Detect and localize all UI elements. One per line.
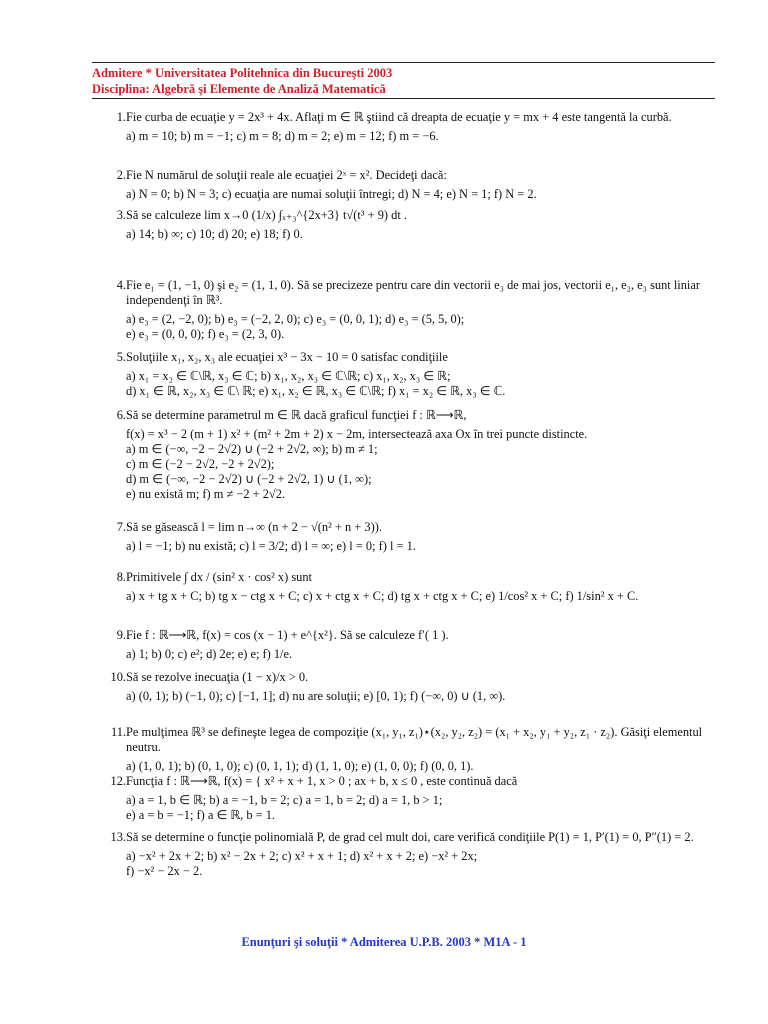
answer-options: a) x₁ = x₂ ∈ ℂ\ℝ, x₃ ∈ ℂ; b) x₁, x₂, x₃ ∈ ℂ\ℝ; c) x₁, x₂, x₃ ∈ ℝ;	[126, 369, 451, 383]
header	[92, 65, 715, 97]
problem-number: 3.	[116, 208, 126, 222]
answer-options: a) N = 0; b) N = 3; c) ecuaţia are numai soluţii întregi; d) N = 4; e) N = 1; f) N = 2.	[126, 187, 537, 201]
answer-options: a) e₃ = (2, −2, 0); b) e₃ = (−2, 2, 0); c) e₃ = (0, 0, 1); d) e₃ = (5, 5, 0);	[126, 312, 465, 326]
problem-number: 9.	[116, 628, 126, 642]
problem-number: 6.	[116, 408, 126, 422]
problem-statement: Fie curba de ecuaţie y = 2x³ + 4x. Aflaţi m ∈ ℝ ştiind că dreapta de ecuaţie y = mx + 4 este tangentă la curbă.	[126, 110, 672, 124]
problem-statement: Fie f : ℝ⟶ℝ, f(x) = cos (x − 1) + e^{x²}. Să se calculeze f′( 1 ).	[126, 628, 449, 642]
answer-options: e) nu există m; f) m ≠ −2 + 2√2.	[126, 487, 286, 501]
problem-number: 13.	[110, 830, 126, 844]
problem-statement: Primitivele ∫ dx / (sin² x · cos² x) sunt	[126, 570, 312, 584]
answer-options: a) 14; b) ∞; c) 10; d) 20; e) 18; f) 0.	[126, 227, 303, 241]
answer-options: d) m ∈ (−∞, −2 − 2√2) ∪ (−2 + 2√2, 1) ∪ (1, ∞);	[126, 472, 372, 486]
problem-text	[126, 110, 715, 144]
problem-text	[126, 408, 715, 502]
problem-statement: Să se calculeze lim x→0 (1/x) ∫ₓ₊₃^{2x+3} t√(t³ + 9) dt .	[126, 208, 407, 222]
problem-text	[126, 570, 715, 604]
problem-number: 1.	[116, 110, 126, 124]
problem-number: 8.	[116, 570, 126, 584]
problem-text	[126, 278, 715, 342]
problem-number: 2.	[116, 168, 126, 182]
answer-options: f) −x² − 2x − 2.	[126, 864, 203, 878]
problem-text	[126, 350, 715, 399]
answer-options: a) −x² + 2x + 2; b) x² − 2x + 2; c) x² + x + 1; d) x² + x + 2; e) −x² + 2x;	[126, 849, 478, 863]
problem-statement: Să se determine parametrul m ∈ ℝ dacă graficul funcţiei f : ℝ⟶ℝ,	[126, 408, 467, 422]
problem-text	[126, 208, 715, 242]
answer-options: a) a = 1, b ∈ ℝ; b) a = −1, b = 2; c) a = 1, b = 2; d) a = 1, b > 1;	[126, 793, 443, 807]
answer-options: a) (1, 0, 1); b) (0, 1, 0); c) (0, 1, 1); d) (1, 1, 0); e) (1, 0, 0); f) (0, 0, 1).	[126, 759, 474, 773]
problem-statement: Să se determine o funcţie polinomială P, de grad cel mult doi, care verifică condiţiile P(1) = 1, P′(1) = 0, P″(1) = 2.	[126, 830, 694, 844]
problem-number: 7.	[116, 520, 126, 534]
problem-number: 11.	[110, 725, 126, 739]
answer-options: a) m = 10; b) m = −1; c) m = 8; d) m = 2; e) m = 12; f) m = −6.	[126, 129, 439, 143]
answer-options: a) l = −1; b) nu există; c) l = 3/2; d) l = ∞; e) l = 0; f) l = 1.	[126, 539, 416, 553]
answer-options: f(x) = x³ − 2 (m + 1) x² + (m² + 2m + 2) x − 2m, intersectează axa Ox în trei puncte distincte.	[126, 427, 588, 441]
top-rule	[92, 62, 715, 63]
problem-text	[126, 774, 715, 823]
header-rule	[92, 98, 715, 99]
answer-options: d) x₁ ∈ ℝ, x₂, x₃ ∈ ℂ\ ℝ; e) x₁, x₂ ∈ ℝ, x₃ ∈ ℂ\ℝ; f) x₁ = x₂ ∈ ℝ, x₃ ∈ ℂ.	[126, 384, 506, 398]
problem-number: 5.	[116, 350, 126, 364]
answer-options: a) 1; b) 0; c) e²; d) 2e; e) e; f) 1/e.	[126, 647, 293, 661]
problem-text	[126, 670, 715, 704]
answer-options: a) x + tg x + C; b) tg x − ctg x + C; c) x + ctg x + C; d) tg x + ctg x + C; e) 1/cos² x + C; f) 1/sin² x + C.	[126, 589, 639, 603]
answer-options: a) (0, 1); b) (−1, 0); c) [−1, 1]; d) nu are soluţii; e) [0, 1); f) (−∞, 0) ∪ (1, ∞).	[126, 689, 506, 703]
problem-statement: Fie N numărul de soluţii reale ale ecuaţiei 2ˣ = x². Decideţi dacă:	[126, 168, 447, 182]
header-subject: Disciplina: Algebră şi Elemente de Analiză Matematică	[92, 82, 386, 96]
answer-options: e) e₃ = (0, 0, 0); f) e₃ = (2, 3, 0).	[126, 327, 285, 341]
problem-number: 10.	[110, 670, 126, 684]
problem-number: 4.	[116, 278, 126, 292]
answer-options: a) m ∈ (−∞, −2 − 2√2) ∪ (−2 + 2√2, ∞); b) m ≠ 1;	[126, 442, 378, 456]
answer-options: e) a = b = −1; f) a ∈ ℝ, b = 1.	[126, 808, 276, 822]
footer: Enunţuri şi soluţii * Admiterea U.P.B. 2003 * M1A - 1	[241, 935, 527, 949]
problem-text	[126, 520, 715, 554]
problem-number: 12.	[110, 774, 126, 788]
problem-statement: Soluţiile x₁, x₂, x₃ ale ecuaţiei x³ − 3x − 10 = 0 satisfac condiţiile	[126, 350, 448, 364]
problem-text	[126, 628, 715, 662]
problem-statement: Funcţia f : ℝ⟶ℝ, f(x) = { x² + x + 1, x > 0 ; ax + b, x ≤ 0 , este continuă dacă	[126, 774, 518, 788]
problem-statement: Să se găsească l = lim n→∞ (n + 2 − √(n² + n + 3)).	[126, 520, 382, 534]
problem-statement: Fie e₁ = (1, −1, 0) şi e₂ = (1, 1, 0). Să se precizeze pentru care din vectorii e₃ de mai jos, vectorii e₁, e₂, e₃ sunt liniar independenţi în ℝ³.	[126, 278, 700, 307]
problem-statement: Pe mulţimea ℝ³ se defineşte legea de compoziţie (x₁, y₁, z₁)⋆(x₂, y₂, z₂) = (x₁ + x₂, y₁ + y₂, z₁ · z₂). Găsiţi elementul neutru.	[126, 725, 703, 754]
problem-text	[126, 725, 715, 774]
problem-statement: Să se rezolve inecuaţia (1 − x)/x > 0.	[126, 670, 309, 684]
problem-text	[126, 830, 715, 879]
problem-text	[126, 168, 715, 202]
header-title: Admitere * Universitatea Politehnica din Bucureşti 2003	[92, 66, 393, 80]
answer-options: c) m ∈ (−2 − 2√2, −2 + 2√2);	[126, 457, 275, 471]
